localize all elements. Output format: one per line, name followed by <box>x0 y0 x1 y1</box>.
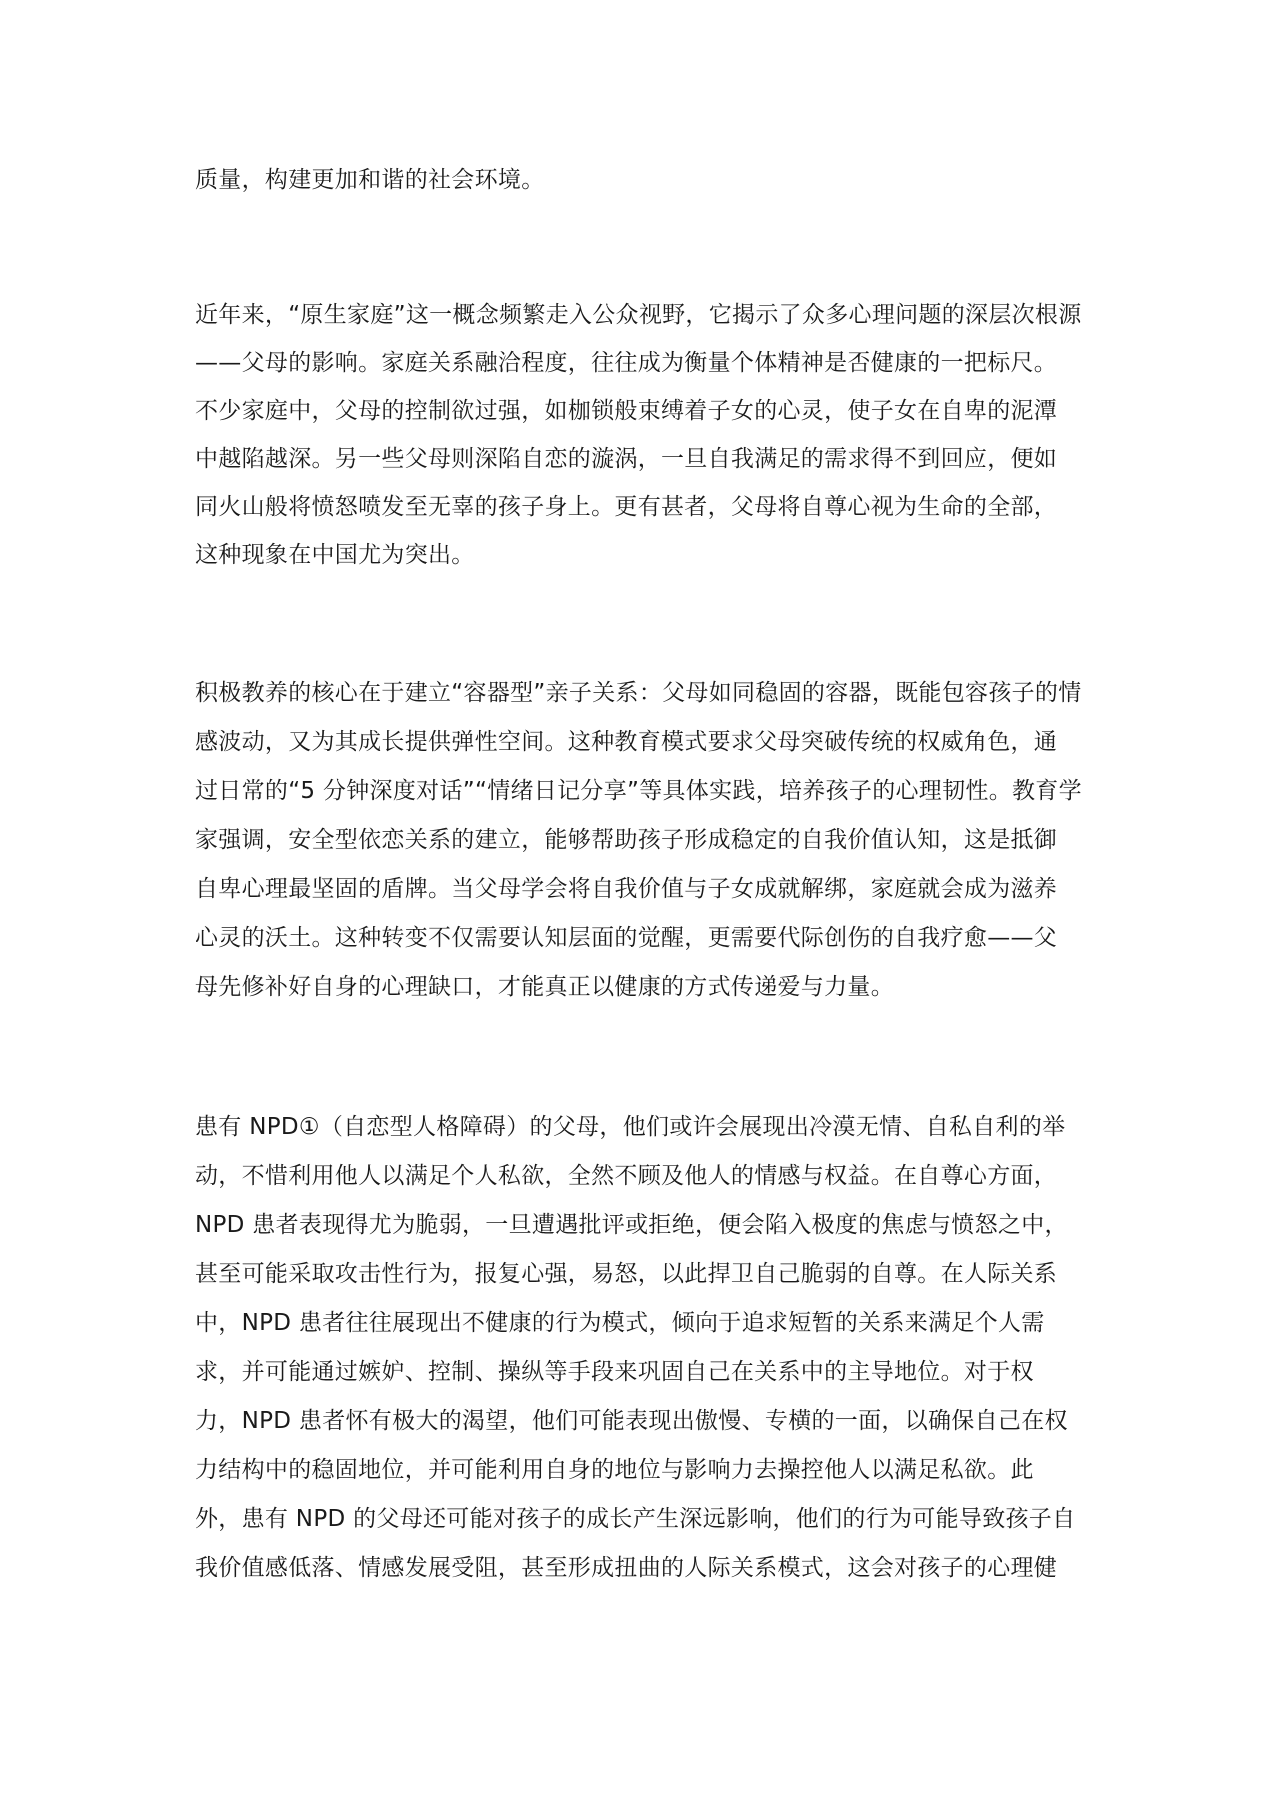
paragraph-4-line-5: 中，NPD 患者往往展现出不健康的行为模式，倾向于追求短暂的关系来满足个人需 <box>195 1310 1045 1336</box>
paragraph-4-line-9: 外，患有 NPD 的父母还可能对孩子的成长产生深远影响，他们的行为可能导致孩子自 <box>195 1506 1076 1532</box>
paragraph-3-line-6: 心灵的沃土。这种转变不仅需要认知层面的觉醒，更需要代际创伤的自我疗愈——父 <box>195 925 1058 951</box>
paragraph-2-line-2: ——父母的影响。家庭关系融洽程度，往往成为衡量个体精神是否健康的一把标尺。 <box>195 350 1058 376</box>
paragraph-2-line-6: 这种现象在中国尤为突出。 <box>195 542 475 568</box>
paragraph-4-line-10: 我价值感低落、情感发展受阻，甚至形成扭曲的人际关系模式，这会对孩子的心理健 <box>195 1555 1058 1581</box>
paragraph-4-line-6: 求，并可能通过嫉妒、控制、操纵等手段来巩固自己在关系中的主导地位。对于权 <box>195 1359 1034 1385</box>
paragraph-2-line-4: 中越陷越深。另一些父母则深陷自恋的漩涡，一旦自我满足的需求得不到回应，便如 <box>195 446 1058 472</box>
paragraph-4-line-7: 力，NPD 患者怀有极大的渴望，他们可能表现出傲慢、专横的一面，以确保自己在权 <box>195 1408 1068 1434</box>
paragraph-3-line-2: 感波动，又为其成长提供弹性空间。这种教育模式要求父母突破传统的权威角色，通 <box>195 729 1058 755</box>
paragraph-4-line-1: 患有 NPD①（自恋型人格障碍）的父母，他们或许会展现出冷漠无情、自私自利的举 <box>195 1114 1066 1140</box>
paragraph-3-line-4: 家强调，安全型依恋关系的建立，能够帮助孩子形成稳定的自我价值认知，这是抵御 <box>195 827 1058 853</box>
paragraph-3-line-3: 过日常的“5 分钟深度对话”“情绪日记分享”等具体实践，培养孩子的心理韧性。教育学 <box>195 778 1082 804</box>
paragraph-4-line-2: 动，不惜利用他人以满足个人私欲，全然不顾及他人的情感与权益。在自尊心方面， <box>195 1163 1058 1189</box>
paragraph-1-line-1: 质量，构建更加和谐的社会环境。 <box>195 167 545 193</box>
paragraph-4-line-3: NPD 患者表现得尤为脆弱，一旦遭遇批评或拒绝，便会陷入极度的焦虑与愤怒之中， <box>195 1212 1068 1238</box>
paragraph-3-line-5: 自卑心理最坚固的盾牌。当父母学会将自我价值与子女成就解绑，家庭就会成为滋养 <box>195 876 1058 902</box>
paragraph-2-line-3: 不少家庭中，父母的控制欲过强，如枷锁般束缚着子女的心灵，使子女在自卑的泥潭 <box>195 398 1058 424</box>
paragraph-4-line-8: 力结构中的稳固地位，并可能利用自身的地位与影响力去操控他人以满足私欲。此 <box>195 1457 1034 1483</box>
paragraph-4-line-4: 甚至可能采取攻击性行为，报复心强，易怒，以此捍卫自己脆弱的自尊。在人际关系 <box>195 1261 1058 1287</box>
paragraph-2-line-5: 同火山般将愤怒喷发至无辜的孩子身上。更有甚者，父母将自尊心视为生命的全部， <box>195 494 1058 520</box>
paragraph-3-line-7: 母先修补好自身的心理缺口，才能真正以健康的方式传递爱与力量。 <box>195 974 894 1000</box>
paragraph-2-line-1: 近年来，“原生家庭”这一概念频繁走入公众视野，它揭示了众多心理问题的深层次根源 <box>195 302 1082 328</box>
paragraph-3-line-1: 积极教养的核心在于建立“容器型”亲子关系：父母如同稳固的容器，既能包容孩子的情 <box>195 680 1082 706</box>
